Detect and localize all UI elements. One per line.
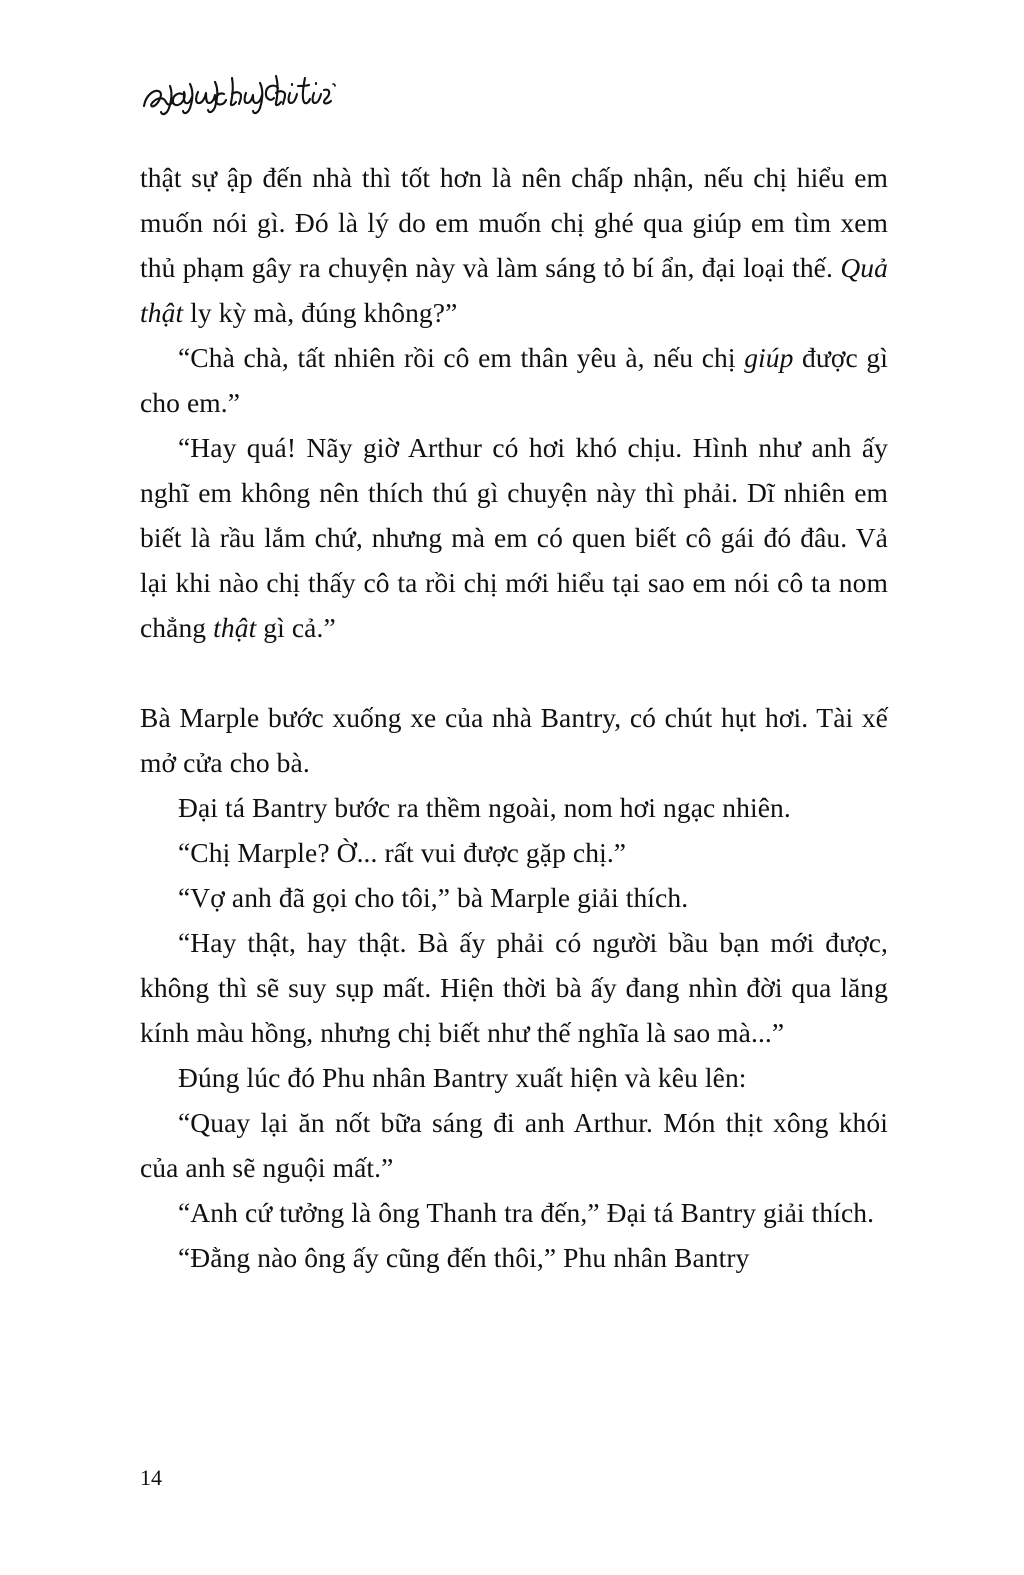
text-run: “Đằng nào ông ấy cũng đến thôi,” Phu nhân Bantry — [178, 1242, 750, 1273]
signature-icon — [140, 72, 340, 120]
author-signature-logo — [140, 72, 340, 120]
text-run: “Anh cứ tưởng là ông Thanh tra đến,” Đại tá Bantry giải thích. — [178, 1197, 875, 1228]
text-run: “Vợ anh đã gọi cho tôi,” bà Marple giải thích. — [178, 882, 689, 913]
text-run: thật sự ập đến nhà thì tốt hơn là nên chấp nhận, nếu chị hiểu em muốn nói gì. Đó là lý do em muốn chị ghé qua giúp em tìm xem thủ phạm gây ra chuyện này và làm sáng tỏ bí ẩn, đại loại thế. — [140, 162, 888, 283]
text-run: gì cả.” — [256, 612, 336, 643]
text-run: Bà Marple bước xuống xe của nhà Bantry, có chút hụt hơi. Tài xế mở cửa cho bà. — [140, 702, 888, 778]
paragraph — [140, 1100, 888, 1190]
emphasis-text: Quả thật — [140, 252, 888, 328]
text-run: “Hay quá! Nãy giờ Arthur có hơi khó chịu. Hình như anh ấy nghĩ em không nên thích thú gì chuyện này thì phải. Dĩ nhiên em biết là rầu lắm chứ, nhưng mà em có quen biết cô gái đó đâu. Vả lại khi nào chị thấy cô ta rồi chị mới hiểu tại sao em nói cô ta nom chẳng — [140, 432, 888, 643]
text-run: được gì cho em.” — [140, 342, 888, 418]
text-run: ly kỳ mà, đúng không?” — [183, 297, 458, 328]
text-run: “Hay thật, hay thật. Bà ấy phải có người bầu bạn mới được, không thì sẽ suy sụp mất. Hiện thời bà ấy đang nhìn đời qua lăng kính màu hồng, nhưng chị biết như thế nghĩa là sao mà...” — [140, 927, 888, 1048]
paragraph — [140, 1190, 888, 1235]
emphasis-text: giúp — [744, 342, 794, 373]
paragraph — [140, 920, 888, 1055]
text-run: “Chà chà, tất nhiên rồi cô em thân yêu à, nếu chị — [178, 342, 745, 373]
text-run: Đại tá Bantry bước ra thềm ngoài, nom hơi ngạc nhiên. — [178, 792, 791, 823]
paragraph — [140, 425, 888, 650]
paragraph — [140, 785, 888, 830]
page-body-text — [140, 155, 888, 1280]
page-number: 14 — [140, 1465, 162, 1490]
paragraph — [140, 1235, 888, 1280]
paragraph — [140, 1055, 888, 1100]
paragraph — [140, 155, 888, 335]
paragraph — [140, 695, 888, 785]
paragraph — [140, 875, 888, 920]
text-run: “Chị Marple? Ờ... rất vui được gặp chị.” — [178, 837, 627, 868]
text-run: “Quay lại ăn nốt bữa sáng đi anh Arthur. Món thịt xông khói của anh sẽ nguội mất.” — [140, 1107, 888, 1183]
emphasis-text: thật — [213, 612, 257, 643]
paragraph — [140, 830, 888, 875]
paragraph — [140, 335, 888, 425]
text-run: Đúng lúc đó Phu nhân Bantry xuất hiện và kêu lên: — [178, 1062, 747, 1093]
